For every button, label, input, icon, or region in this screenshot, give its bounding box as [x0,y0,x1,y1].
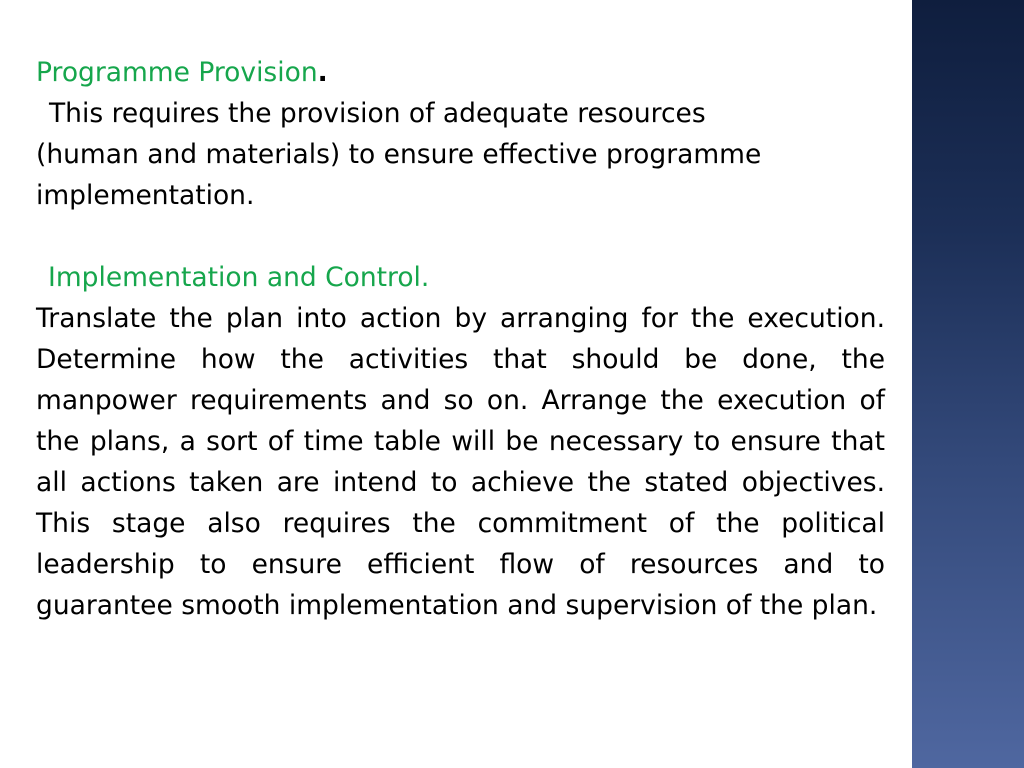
section-heading-programme-provision [36,52,885,93]
heading-period: . [317,57,328,88]
section-heading-implementation-control: Implementation and Control. [48,262,430,293]
provision-line-2: (human and materials) to ensure effective programme [36,139,762,170]
decorative-side-bar [912,0,1024,768]
provision-line-3: implementation. [36,180,255,211]
heading-text: Programme Provision [36,57,318,88]
implementation-body: Translate the plan into action by arranging for the execution. Determine how the activities that should be done, the manpower requirements and so on. Arrange the execution of the plans, a sort of time table will be necessary to ensure that all actions taken are intend to achieve the stated objectives. This stage also requires the commitment of the political leadership to ensure efficient flow of resources and to guarantee smooth implementation and supervision of the plan. [36,303,885,621]
slide-content [36,52,885,626]
paragraph-spacer [36,216,885,257]
provision-line-1: This requires the provision of adequate resources [49,98,706,129]
